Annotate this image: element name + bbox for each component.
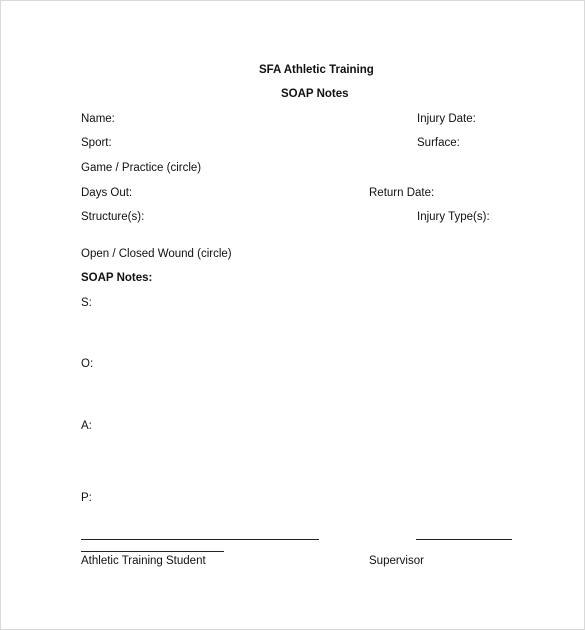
days-out-label: Days Out: (81, 187, 133, 199)
student-signature-line (81, 539, 319, 540)
structures-label: Structure(s): (81, 211, 145, 223)
name-label: Name: (81, 113, 115, 125)
student-signature-label: Athletic Training Student (81, 555, 206, 567)
injury-types-label: Injury Type(s): (417, 211, 490, 223)
injury-date-label: Injury Date: (417, 113, 476, 125)
return-date-label: Return Date: (369, 187, 435, 199)
wound-label: Open / Closed Wound (circle) (81, 248, 232, 260)
document-title: SFA Athletic Training (259, 64, 374, 76)
soap-o-label: O: (81, 358, 94, 370)
supervisor-signature-label: Supervisor (369, 555, 424, 567)
surface-label: Surface: (417, 137, 460, 149)
soap-p-label: P: (81, 492, 92, 504)
soap-a-label: A: (81, 420, 92, 432)
sport-label: Sport: (81, 137, 112, 149)
soap-s-label: S: (81, 297, 92, 309)
supervisor-signature-line (416, 539, 512, 540)
document-subtitle: SOAP Notes (281, 88, 349, 100)
soap-heading: SOAP Notes: (81, 272, 153, 284)
student-underline (81, 551, 224, 552)
game-practice-label: Game / Practice (circle) (81, 162, 202, 174)
